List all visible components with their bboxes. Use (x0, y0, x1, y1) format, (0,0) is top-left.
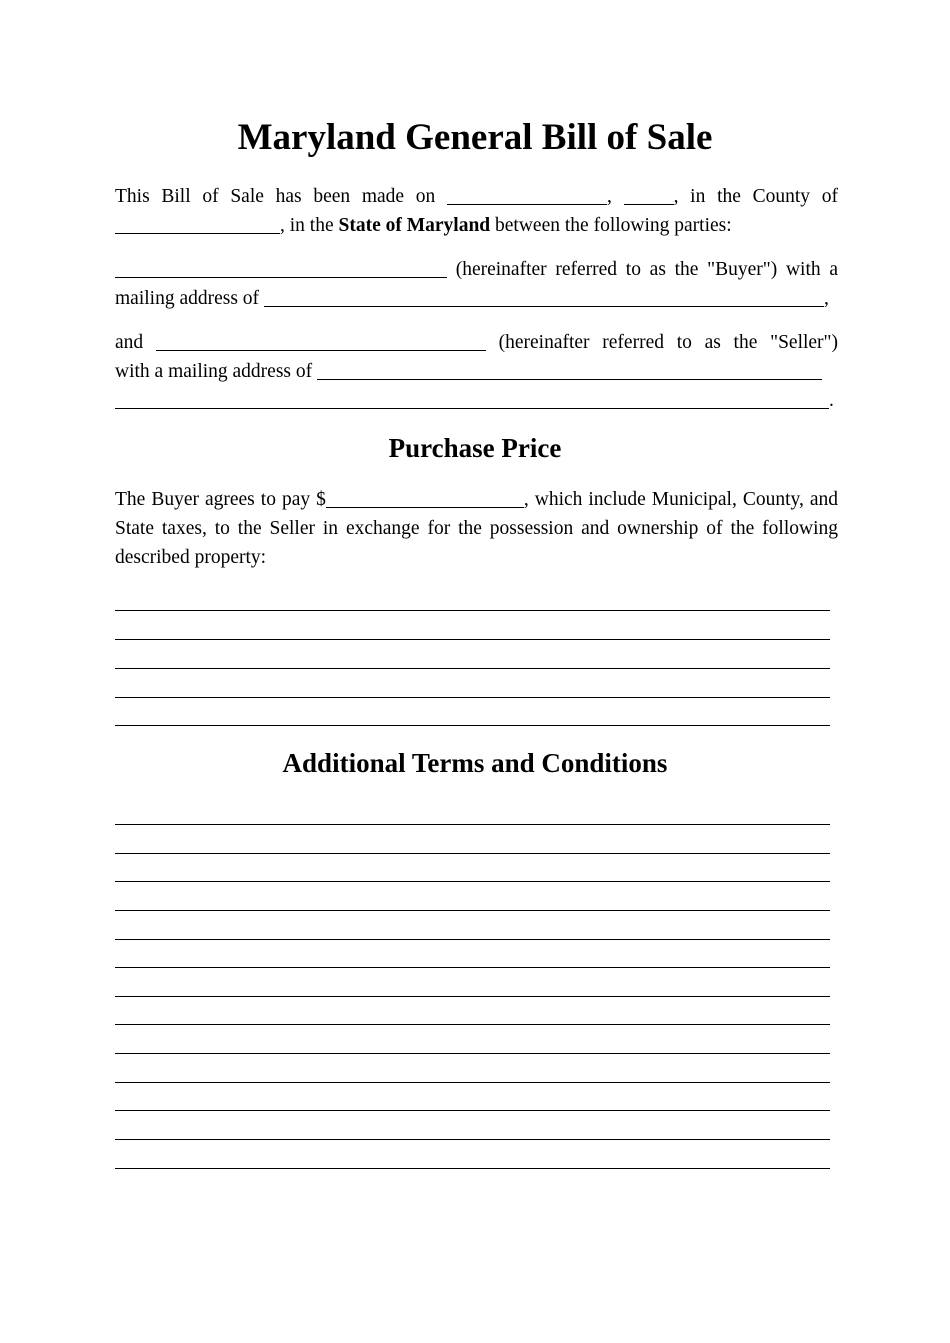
property-line-3[interactable] (115, 668, 830, 669)
purchase-text-rest: , which include Municipal, County, and State taxes, to the Seller in exchange for the possession and ownership of the following described property: (115, 489, 839, 568)
intro-text-parties: between the following parties: (495, 215, 732, 236)
seller-period: . (829, 390, 834, 411)
property-line-5[interactable] (115, 725, 830, 726)
document-title: Maryland General Bill of Sale (237, 117, 713, 158)
purchase-price-heading: Purchase Price (388, 433, 562, 463)
intro-comma: , (607, 186, 612, 207)
terms-line-9[interactable] (115, 1053, 830, 1054)
buyer-line-2 (115, 284, 838, 313)
purchase-text-pay: The Buyer agrees to pay $ (115, 489, 326, 510)
terms-line-6[interactable] (115, 967, 830, 968)
property-line-2[interactable] (115, 639, 830, 640)
terms-line-12[interactable] (115, 1139, 830, 1140)
seller-text-and: and (115, 332, 144, 353)
terms-heading: Additional Terms and Conditions (282, 748, 668, 778)
seller-line-2 (115, 357, 838, 386)
seller-line-3 (115, 386, 838, 415)
terms-line-3[interactable] (115, 881, 830, 882)
seller-text-referred: (hereinafter referred to as the "Seller") (498, 332, 839, 353)
seller-name-blank[interactable] (156, 332, 486, 351)
seller-text-mailing: with a mailing address of (115, 361, 313, 382)
state-name: State of Maryland (338, 215, 491, 236)
buyer-line-1 (115, 255, 838, 284)
seller-paragraph (115, 328, 838, 415)
terms-line-8[interactable] (115, 1024, 830, 1025)
buyer-text-mailing: mailing address of (115, 288, 260, 309)
buyer-comma: , (823, 288, 829, 309)
terms-line-13[interactable] (115, 1168, 830, 1169)
buyer-address-blank[interactable] (264, 288, 824, 307)
seller-line-1 (115, 328, 838, 357)
seller-address-blank-2[interactable] (115, 390, 829, 409)
intro-paragraph (115, 182, 838, 240)
year-blank[interactable] (624, 186, 674, 205)
intro-line-1 (115, 182, 838, 211)
property-line-1[interactable] (115, 610, 830, 611)
buyer-paragraph (115, 255, 838, 313)
property-line-4[interactable] (115, 697, 830, 698)
terms-line-7[interactable] (115, 996, 830, 997)
seller-address-blank-1[interactable] (317, 361, 822, 380)
intro-text-in-the: , in the (280, 215, 334, 236)
intro-line-2 (115, 211, 838, 240)
buyer-text-referred: (hereinafter referred to as the "Buyer") with a (455, 259, 838, 280)
date-blank[interactable] (447, 186, 607, 205)
terms-line-4[interactable] (115, 910, 830, 911)
terms-line-2[interactable] (115, 853, 830, 854)
intro-text-made-on: This Bill of Sale has been made on (115, 186, 436, 207)
terms-line-5[interactable] (115, 939, 830, 940)
terms-line-1[interactable] (115, 824, 830, 825)
county-blank[interactable] (115, 215, 280, 234)
buyer-name-blank[interactable] (115, 259, 447, 278)
intro-text-county: , in the County of (673, 186, 838, 207)
purchase-paragraph (115, 485, 838, 572)
terms-line-10[interactable] (115, 1082, 830, 1083)
price-blank[interactable] (326, 489, 524, 508)
terms-line-11[interactable] (115, 1110, 830, 1111)
